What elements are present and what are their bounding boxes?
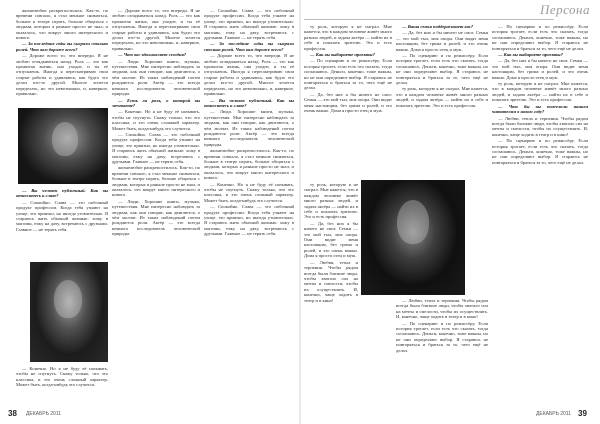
paragraph: — Да, без них я бы ничего не смог. Семья — это мой тыл, моя опора. Они видят меня настоящим, без грима и ролей, и это очень важно. Дома я просто отец и муж. xyxy=(304,220,358,259)
right-column-2 xyxy=(396,24,488,178)
paragraph: ту роль, которую я не сыграл. Мне кажется, что в каждом человеке живёт много разных людей, и задача актёра — найти их в себе и показать зрителю. Это и есть профессия. xyxy=(396,86,488,108)
question: — Что вас вдохновляет сегодня? xyxy=(118,52,187,58)
portrait-photo-1 xyxy=(18,108,108,184)
question: — Вы человек публичный. Как вы относитесь к славе? xyxy=(16,188,108,199)
paragraph: жизнелюбие раскрепостилось. Как-то, по времени совпало, я стал меньше сниматься, больше в театре играть, больше общаться с людьми, которых я раньше просто не знал, и оказалось, что вокруг много интересного и нового. xyxy=(112,165,200,198)
paragraph: — Да, без них я бы ничего не смог. Семья — это мой тыл, моя опора. Они видят меня настоящим, без грима и ролей, и это очень важно. Дома я просто отец и муж. xyxy=(492,58,588,80)
portrait-photo-3 xyxy=(361,180,465,295)
left-page-number: 38 xyxy=(8,409,17,418)
question: — Что бы вы пожелали нашим читателям в новом году? xyxy=(492,103,588,115)
question: — Есть ли роль, о которой вы мечтаете? xyxy=(112,97,200,108)
paragraph: — Спокойно. Слава — это побочный продукт профессии. Когда тебя узнают на улице, это приятно, но иногда утомительно. Я стараюсь жить обычной жизнью: хожу в магазин, езжу на дачу, встречаюсь с друзьями. Главное — не терять себя. xyxy=(112,131,200,164)
paragraph: — По сценарию и по режиссёру. Если история трогает, если есть что сказать, тогда соглашаюсь. Деньги, конечно, тоже важны, но не они определяют выбор. Я стараюсь не повторяться и браться за то, чего ещё не делал. xyxy=(492,24,588,51)
right-page-number: 39 xyxy=(578,409,587,418)
paragraph: — Дороже всего то, что впереди. Я не люблю оглядываться назад. Роль — это как прожитая жизнь, она уходит, и ты её отпускаешь. Иногда я пересматриваю свои старые работы и удивляюсь, как будто это делал кто-то другой. Многое хочется переделать, но это невозможно, и, наверное, правильно. xyxy=(112,8,200,51)
paragraph: — По сценарию и по режиссёру. Если история трогает, если есть что сказать, тогда соглашаюсь. Деньги, конечно, тоже важны, но не они определяют выбор. Я стараюсь не повторяться и браться за то, чего ещё не делал. xyxy=(304,58,392,91)
face-shape xyxy=(52,122,78,156)
right-footer: ДЕКАБРЬ 2011 xyxy=(536,411,572,417)
question: — Вы человек публичный. Как вы относитесь к славе? xyxy=(204,97,294,108)
header-rule xyxy=(304,19,554,20)
paragraph: жизнелюбие раскрепостилось. Как-то, по времени совпало, я стал меньше сниматься, больше в театре играть, больше общаться с людьми, которых я раньше просто не знал, и оказалось, что вокруг много интересного и нового. xyxy=(204,148,294,181)
paragraph: жизнелюбие раскрепостилось. Как-то, по времени совпало, я стал меньше сниматься, больше в театре играть, больше общаться с людьми, которых я раньше просто не знал, и оказалось, что вокруг много интересного и нового. xyxy=(16,8,108,41)
paragraph: — Спокойно. Слава — это побочный продукт профессии. Когда тебя узнают на улице, это приятно, но иногда утомительно. Я стараюсь жить обычной жизнью: хожу в магазин, езжу на дачу, встречаюсь с друзьями. Главное — не терять себя. xyxy=(16,199,108,232)
right-column-1 xyxy=(304,24,392,178)
paragraph: ту роль, которую я не сыграл. Мне кажется, что в каждом человеке живёт много разных людей, и задача актёра — найти их в себе и показать зрителю. Это и есть профессия. xyxy=(304,182,358,220)
paragraph: — Да, без них я бы ничего не смог. Семья — это мой тыл, моя опора. Они видят меня настоящим, без грима и ролей, и это очень важно. Дома я просто отец и муж. xyxy=(304,91,392,114)
paragraph: — Дороже всего то, что впереди. Я не люблю оглядываться назад. Роль — это как прожитая жизнь, она уходит, и ты её отпускаешь. Иногда я пересматриваю свои старые работы и удивляюсь, как будто это делал кто-то другой. Многое хочется переделать, но это невозможно, и, наверное, правильно. xyxy=(204,53,294,97)
paragraph: — Конечно. Но я не буду её называть, чтобы не спугнуть. Скажу только, что это классика, и это очень сложный характер. Может быть, когда-нибудь это случится. xyxy=(16,366,108,388)
paragraph: — Конечно. Но я не буду её называть, чтобы не спугнуть. Скажу только, что это классика, и это очень сложный характер. Может быть, когда-нибудь это случится. xyxy=(204,181,294,203)
paragraph: — Дороже всего то, что впереди. Я не люблю оглядываться назад. Роль — это как прожитая жизнь, она уходит, и ты её отпускаешь. Иногда я пересматриваю свои старые работы и удивляюсь, как будто это делал кто-то другой. Многое хочется переделать, но это невозможно, и, наверное, правильно. xyxy=(16,53,108,97)
paragraph: — Любви, тепла и терпения. Чтобы рядом всегда были близкие люди, чтобы хватало сил на мечты и смелости, чтобы их осуществлять. И, конечно, чаще ходить в театр и в кино! xyxy=(304,259,358,303)
right-column-1b xyxy=(304,182,358,406)
portrait-photo-2 xyxy=(30,262,108,362)
question: — За последние годы вы сыграли столько ролей. Что вам дороже всего? xyxy=(16,41,108,52)
paragraph: — Люди. Хорошие книги, музыка, путешествия. Мне интересно наблюдать за людьми, как они говорят, как двигаются, о чём молчат. Из таких наблюдений потом рождаются роли. Актёр — это всегда немного исследователь человеческой природы. xyxy=(112,58,200,97)
left-column-3 xyxy=(204,8,294,406)
paragraph: — По сценарию и по режиссёру. Если история трогает, если есть что сказать, тогда соглашаюсь. Деньги, конечно, тоже важны, но не они определяют выбор. Я стараюсь не повторяться и браться за то, чего ещё не делал. xyxy=(396,320,488,353)
paragraph: — По сценарию и по режиссёру. Если история трогает, если есть что сказать, тогда соглашаюсь. Деньги, конечно, тоже важны, но не они определяют выбор. Я стараюсь не повторяться и браться за то, чего ещё не делал. xyxy=(396,53,488,86)
page-gutter xyxy=(299,0,301,424)
paragraph: — Конечно. Но я не буду её называть, чтобы не спугнуть. Скажу только, что это классика, и это очень сложный характер. Может быть, когда-нибудь это случится. xyxy=(112,109,200,131)
paragraph: — Спокойно. Слава — это побочный продукт профессии. Когда тебя узнают на улице, это приятно, но иногда утомительно. Я стараюсь жить обычной жизнью: хожу в магазин, езжу на дачу, встречаюсь с друзьями. Главное — не терять себя. xyxy=(204,8,294,41)
question: — За последние годы вы сыграли столько ролей. Что вам дороже всего? xyxy=(204,41,294,52)
face-shape xyxy=(397,200,429,244)
paragraph: — По сценарию и по режиссёру. Если история трогает, если есть что сказать, тогда соглашаюсь. Деньги, конечно, тоже важны, но не они определяют выбор. Я стараюсь не повторяться и браться за то, чего ещё не делал. xyxy=(492,138,588,165)
paragraph: — Спокойно. Слава — это побочный продукт профессии. Когда тебя узнают на улице, это приятно, но иногда утомительно. Я стараюсь жить обычной жизнью: хожу в магазин, езжу на дачу, встречаюсь с друзьями. Главное — не терять себя. xyxy=(204,204,294,237)
question: — Как вы выбираете проекты? xyxy=(498,52,563,58)
paragraph: — Люди. Хорошие книги, музыка, путешествия. Мне интересно наблюдать за людьми, как они говорят, как двигаются, о чём молчат. Из таких наблюдений потом рождаются роли. Актёр — это всегда немного исследователь человеческой природы. xyxy=(204,109,294,147)
paragraph: — Любви, тепла и терпения. Чтобы рядом всегда были близкие люди, чтобы хватало сил на мечты и смелости, чтобы их осуществлять. И, конечно, чаще ходить в театр и в кино! xyxy=(396,298,488,320)
section-label: Персона xyxy=(539,2,590,17)
paragraph: ту роль, которую я не сыграл. Мне кажется, что в каждом человеке живёт много разных людей, и задача актёра — найти их в себе и показать зрителю. Это и есть профессия. xyxy=(304,24,392,51)
left-column-1c xyxy=(16,366,108,406)
right-column-2b xyxy=(396,298,488,406)
question: — Как вы выбираете проекты? xyxy=(310,52,375,58)
left-column-1b xyxy=(16,188,108,260)
paragraph: — Да, без них я бы ничего не смог. Семья — это мой тыл, моя опора. Они видят меня настоящим, без грима и ролей, и это очень важно. Дома я просто отец и муж. xyxy=(396,30,488,52)
left-column-1 xyxy=(16,8,108,106)
paragraph: ту роль, которую я не сыграл. Мне кажется, что в каждом человеке живёт много разных людей, и задача актёра — найти их в себе и показать зрителю. Это и есть профессия. xyxy=(492,81,588,103)
left-footer: ДЕКАБРЬ 2011 xyxy=(26,411,62,417)
left-column-2 xyxy=(112,8,200,406)
question: — Ваша семья поддерживает вас? xyxy=(402,24,474,29)
face-shape xyxy=(54,280,82,318)
paragraph: — Люди. Хорошие книги, музыка, путешествия. Мне интересно наблюдать за людьми, как они говорят, как двигаются, о чём молчат. Из таких наблюдений потом рождаются роли. Актёр — это всегда немного исследователь человеческой природы. xyxy=(112,198,200,237)
paragraph: — Любви, тепла и терпения. Чтобы рядом всегда были близкие люди, чтобы хватало сил на мечты и смелости, чтобы их осуществлять. И, конечно, чаще ходить в театр и в кино! xyxy=(492,115,588,137)
right-column-3 xyxy=(492,24,588,404)
